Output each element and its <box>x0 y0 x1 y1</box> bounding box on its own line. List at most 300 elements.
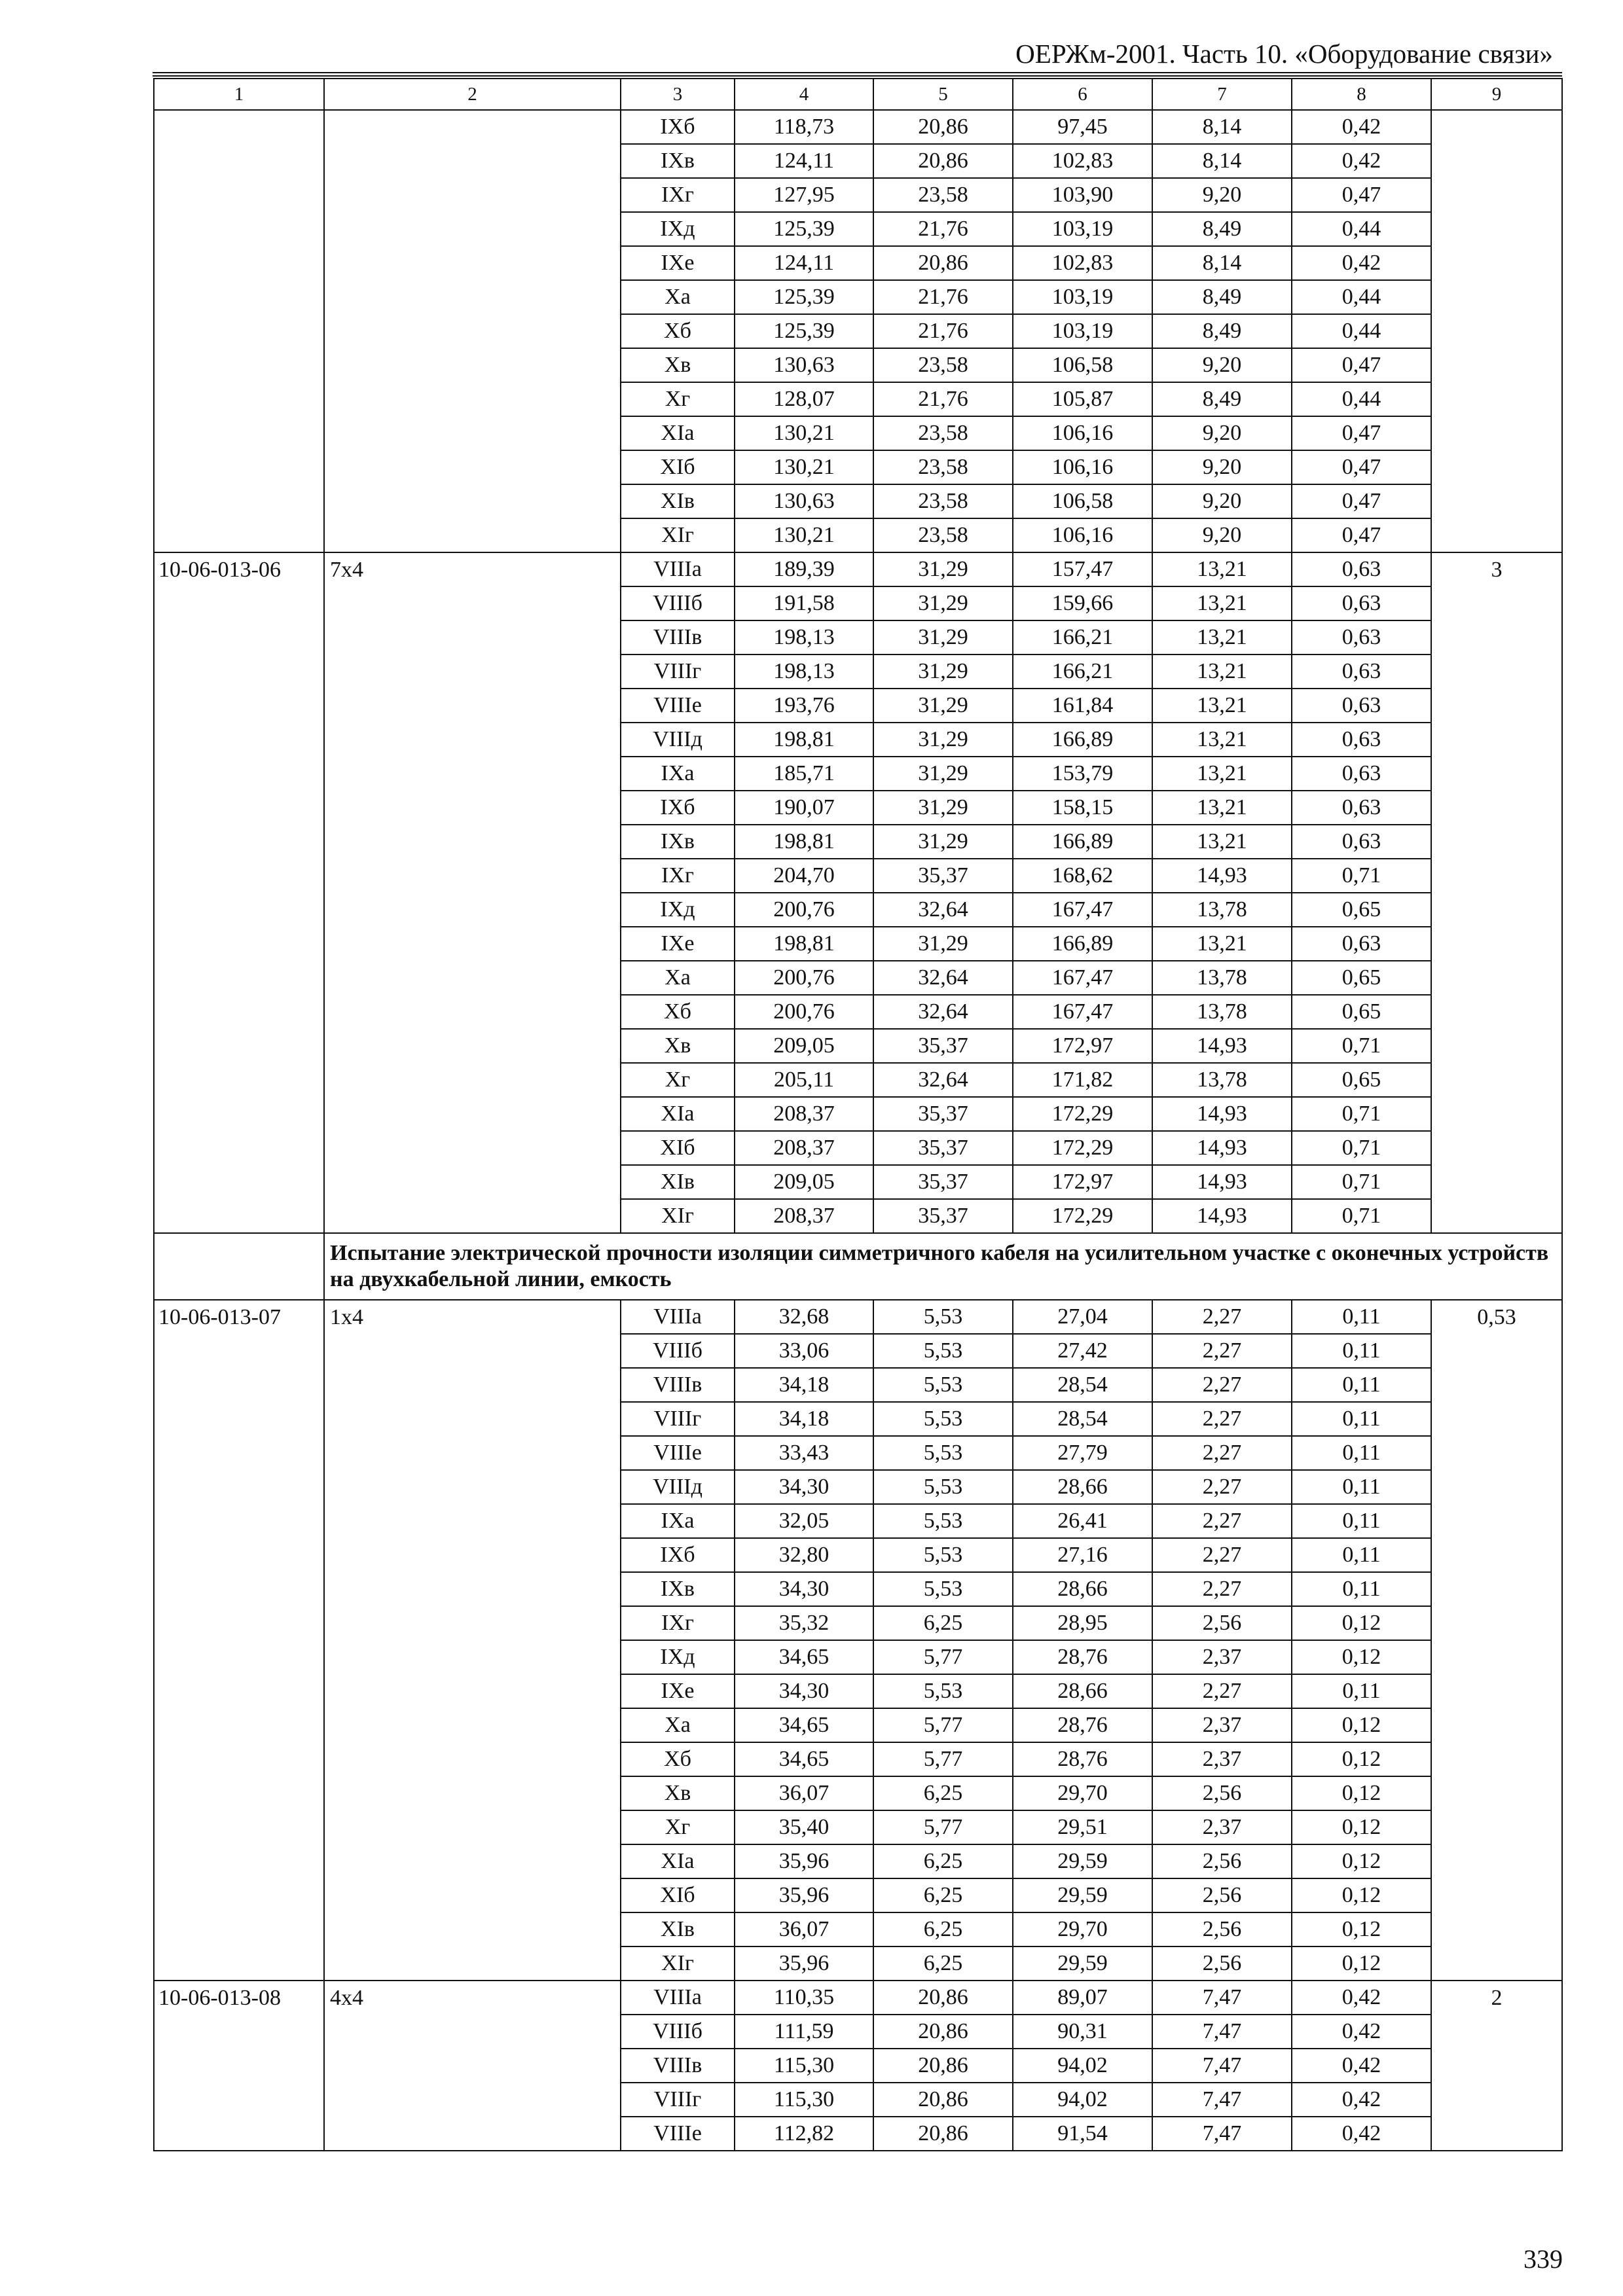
machinist-wage-cell: 13,21 <box>1152 689 1292 723</box>
zone-cell: IXа <box>621 1504 735 1538</box>
total-cost-cell: 198,81 <box>735 927 873 961</box>
materials-cost-cell: 0,12 <box>1292 1878 1431 1912</box>
materials-cost-cell: 0,44 <box>1292 280 1431 314</box>
machinist-wage-cell: 8,14 <box>1152 144 1292 178</box>
equipment-cost-cell: 106,16 <box>1013 416 1152 450</box>
materials-cost-cell: 0,71 <box>1292 1165 1431 1199</box>
zone-cell: XIа <box>621 1844 735 1878</box>
materials-cost-cell: 0,11 <box>1292 1402 1431 1436</box>
labor-cost-cell: 5,53 <box>873 1300 1013 1334</box>
machinist-wage-cell: 2,37 <box>1152 1640 1292 1674</box>
labor-cost-cell: 23,58 <box>873 518 1013 552</box>
labor-cost-cell: 31,29 <box>873 825 1013 859</box>
zone-cell: Xв <box>621 348 735 382</box>
equipment-cost-cell: 29,70 <box>1013 1776 1152 1810</box>
total-cost-cell: 33,06 <box>735 1334 873 1368</box>
labor-cost-cell: 21,76 <box>873 280 1013 314</box>
zone-cell: VIIIа <box>621 1300 735 1334</box>
materials-cost-cell: 0,65 <box>1292 995 1431 1029</box>
materials-cost-cell: 0,11 <box>1292 1436 1431 1470</box>
equipment-cost-cell: 171,82 <box>1013 1063 1152 1097</box>
zone-cell: Xб <box>621 1742 735 1776</box>
labor-cost-cell: 5,53 <box>873 1504 1013 1538</box>
machinist-wage-cell: 2,37 <box>1152 1742 1292 1776</box>
total-cost-cell: 208,37 <box>735 1199 873 1233</box>
machinist-wage-cell: 13,21 <box>1152 586 1292 620</box>
equipment-cost-cell: 167,47 <box>1013 995 1152 1029</box>
zone-cell: VIIIа <box>621 1981 735 2015</box>
materials-cost-cell: 0,12 <box>1292 1912 1431 1946</box>
zone-cell: Xг <box>621 1810 735 1844</box>
materials-cost-cell: 0,47 <box>1292 484 1431 518</box>
labor-cost-cell: 20,86 <box>873 110 1013 144</box>
labor-cost-cell: 21,76 <box>873 382 1013 416</box>
total-cost-cell: 130,63 <box>735 348 873 382</box>
page-number: 339 <box>1523 2244 1563 2274</box>
labor-cost-cell: 20,86 <box>873 2117 1013 2151</box>
machinist-wage-cell: 13,21 <box>1152 791 1292 825</box>
zone-cell: XIв <box>621 1165 735 1199</box>
labor-cost-cell: 20,86 <box>873 1981 1013 2015</box>
materials-cost-cell: 0,65 <box>1292 893 1431 927</box>
table-row <box>154 1300 1562 1334</box>
rates-table <box>153 78 1563 2151</box>
materials-cost-cell: 0,47 <box>1292 178 1431 212</box>
equipment-cost-cell: 103,19 <box>1013 280 1152 314</box>
machinist-wage-cell: 13,21 <box>1152 927 1292 961</box>
zone-cell: IXб <box>621 110 735 144</box>
column-number-cell: 9 <box>1431 79 1562 110</box>
equipment-cost-cell: 166,89 <box>1013 927 1152 961</box>
table-row <box>154 110 1562 144</box>
rate-code-cell: 10-06-013-08 <box>154 1981 324 2151</box>
equipment-cost-cell: 161,84 <box>1013 689 1152 723</box>
equipment-cost-cell: 103,90 <box>1013 178 1152 212</box>
machinist-wage-cell: 9,20 <box>1152 348 1292 382</box>
equipment-cost-cell: 172,97 <box>1013 1029 1152 1063</box>
header-rule <box>153 72 1562 73</box>
machinist-wage-cell: 13,21 <box>1152 723 1292 757</box>
zone-cell: Xа <box>621 280 735 314</box>
equipment-cost-cell: 28,54 <box>1013 1368 1152 1402</box>
machinist-wage-cell: 2,27 <box>1152 1572 1292 1606</box>
materials-cost-cell: 0,42 <box>1292 2117 1431 2151</box>
labor-cost-cell: 31,29 <box>873 655 1013 689</box>
labor-cost-cell: 6,25 <box>873 1878 1013 1912</box>
zone-cell: VIIIв <box>621 620 735 655</box>
cable-size-cell <box>324 110 621 552</box>
rate-code-cell: 10-06-013-07 <box>154 1300 324 1981</box>
zone-cell: VIIIг <box>621 655 735 689</box>
zone-cell: Xа <box>621 1708 735 1742</box>
equipment-cost-cell: 29,51 <box>1013 1810 1152 1844</box>
labor-cost-cell: 5,53 <box>873 1436 1013 1470</box>
machinist-wage-cell: 8,49 <box>1152 212 1292 246</box>
zone-cell: Xв <box>621 1029 735 1063</box>
total-cost-cell: 191,58 <box>735 586 873 620</box>
machinist-wage-cell: 7,47 <box>1152 2083 1292 2117</box>
machinist-wage-cell: 8,49 <box>1152 314 1292 348</box>
zone-cell: VIIIд <box>621 1470 735 1504</box>
labor-cost-cell: 23,58 <box>873 484 1013 518</box>
equipment-cost-cell: 89,07 <box>1013 1981 1152 2015</box>
total-cost-cell: 112,82 <box>735 2117 873 2151</box>
total-cost-cell: 200,76 <box>735 961 873 995</box>
equipment-cost-cell: 28,95 <box>1013 1606 1152 1640</box>
total-cost-cell: 130,63 <box>735 484 873 518</box>
zone-cell: IXд <box>621 1640 735 1674</box>
zone-cell: XIв <box>621 1912 735 1946</box>
machinist-wage-cell: 2,27 <box>1152 1368 1292 1402</box>
machinist-wage-cell: 9,20 <box>1152 518 1292 552</box>
machinist-wage-cell: 8,49 <box>1152 280 1292 314</box>
total-cost-cell: 111,59 <box>735 2015 873 2049</box>
labor-cost-cell: 35,37 <box>873 1097 1013 1131</box>
equipment-cost-cell: 172,97 <box>1013 1165 1152 1199</box>
total-cost-cell: 209,05 <box>735 1165 873 1199</box>
machinist-wage-cell: 2,27 <box>1152 1300 1292 1334</box>
total-cost-cell: 34,18 <box>735 1368 873 1402</box>
materials-cost-cell: 0,63 <box>1292 927 1431 961</box>
zone-cell: XIв <box>621 484 735 518</box>
total-cost-cell: 125,39 <box>735 280 873 314</box>
zone-cell: XIг <box>621 518 735 552</box>
labor-cost-cell: 20,86 <box>873 246 1013 280</box>
equipment-cost-cell: 91,54 <box>1013 2117 1152 2151</box>
section-row <box>154 1233 1562 1300</box>
table-row <box>154 552 1562 586</box>
zone-cell: XIа <box>621 1097 735 1131</box>
equipment-cost-cell: 153,79 <box>1013 757 1152 791</box>
total-cost-cell: 208,37 <box>735 1097 873 1131</box>
machinist-wage-cell: 9,20 <box>1152 178 1292 212</box>
labor-cost-cell: 5,53 <box>873 1674 1013 1708</box>
materials-cost-cell: 0,12 <box>1292 1844 1431 1878</box>
materials-cost-cell: 0,71 <box>1292 1131 1431 1165</box>
total-cost-cell: 209,05 <box>735 1029 873 1063</box>
total-cost-cell: 208,37 <box>735 1131 873 1165</box>
machinist-wage-cell: 14,93 <box>1152 1029 1292 1063</box>
zone-cell: IXг <box>621 1606 735 1640</box>
labor-hours-cell: 2 <box>1431 1981 1562 2151</box>
labor-cost-cell: 5,77 <box>873 1708 1013 1742</box>
zone-cell: VIIIв <box>621 2049 735 2083</box>
labor-cost-cell: 20,86 <box>873 2049 1013 2083</box>
materials-cost-cell: 0,47 <box>1292 518 1431 552</box>
labor-cost-cell: 31,29 <box>873 552 1013 586</box>
zone-cell: XIб <box>621 450 735 484</box>
zone-cell: VIIIб <box>621 586 735 620</box>
total-cost-cell: 34,18 <box>735 1402 873 1436</box>
zone-cell: VIIIд <box>621 723 735 757</box>
labor-cost-cell: 21,76 <box>873 314 1013 348</box>
materials-cost-cell: 0,44 <box>1292 314 1431 348</box>
labor-cost-cell: 35,37 <box>873 1199 1013 1233</box>
labor-cost-cell: 31,29 <box>873 586 1013 620</box>
cable-size-cell: 4x4 <box>324 1981 621 2151</box>
equipment-cost-cell: 27,16 <box>1013 1538 1152 1572</box>
equipment-cost-cell: 28,66 <box>1013 1572 1152 1606</box>
column-number-cell: 2 <box>324 79 621 110</box>
column-number-cell: 5 <box>873 79 1013 110</box>
equipment-cost-cell: 159,66 <box>1013 586 1152 620</box>
running-header: ОЕРЖм-2001. Часть 10. «Оборудование связи» <box>1015 39 1553 69</box>
total-cost-cell: 115,30 <box>735 2083 873 2117</box>
labor-cost-cell: 5,53 <box>873 1470 1013 1504</box>
total-cost-cell: 130,21 <box>735 450 873 484</box>
total-cost-cell: 36,07 <box>735 1912 873 1946</box>
materials-cost-cell: 0,44 <box>1292 382 1431 416</box>
equipment-cost-cell: 29,70 <box>1013 1912 1152 1946</box>
machinist-wage-cell: 7,47 <box>1152 1981 1292 2015</box>
labor-cost-cell: 5,77 <box>873 1810 1013 1844</box>
equipment-cost-cell: 28,66 <box>1013 1470 1152 1504</box>
zone-cell: XIа <box>621 416 735 450</box>
equipment-cost-cell: 28,76 <box>1013 1640 1152 1674</box>
labor-hours-cell: 0,53 <box>1431 1300 1562 1981</box>
materials-cost-cell: 0,42 <box>1292 246 1431 280</box>
total-cost-cell: 204,70 <box>735 859 873 893</box>
labor-cost-cell: 32,64 <box>873 893 1013 927</box>
labor-cost-cell: 5,77 <box>873 1742 1013 1776</box>
materials-cost-cell: 0,63 <box>1292 791 1431 825</box>
materials-cost-cell: 0,42 <box>1292 2083 1431 2117</box>
labor-cost-cell: 6,25 <box>873 1912 1013 1946</box>
equipment-cost-cell: 168,62 <box>1013 859 1152 893</box>
equipment-cost-cell: 172,29 <box>1013 1097 1152 1131</box>
labor-cost-cell: 35,37 <box>873 1165 1013 1199</box>
materials-cost-cell: 0,71 <box>1292 859 1431 893</box>
materials-cost-cell: 0,63 <box>1292 757 1431 791</box>
total-cost-cell: 124,11 <box>735 144 873 178</box>
machinist-wage-cell: 13,21 <box>1152 620 1292 655</box>
machinist-wage-cell: 2,27 <box>1152 1538 1292 1572</box>
column-number-cell: 1 <box>154 79 324 110</box>
machinist-wage-cell: 7,47 <box>1152 2117 1292 2151</box>
zone-cell: IXд <box>621 212 735 246</box>
equipment-cost-cell: 106,16 <box>1013 450 1152 484</box>
labor-cost-cell: 35,37 <box>873 859 1013 893</box>
machinist-wage-cell: 2,27 <box>1152 1504 1292 1538</box>
labor-cost-cell: 5,53 <box>873 1334 1013 1368</box>
total-cost-cell: 36,07 <box>735 1776 873 1810</box>
total-cost-cell: 34,65 <box>735 1742 873 1776</box>
zone-cell: XIг <box>621 1946 735 1981</box>
equipment-cost-cell: 28,66 <box>1013 1674 1152 1708</box>
labor-cost-cell: 32,64 <box>873 995 1013 1029</box>
equipment-cost-cell: 166,89 <box>1013 825 1152 859</box>
total-cost-cell: 125,39 <box>735 212 873 246</box>
materials-cost-cell: 0,63 <box>1292 655 1431 689</box>
zone-cell: Xб <box>621 314 735 348</box>
zone-cell: VIIIб <box>621 2015 735 2049</box>
cable-size-cell: 1x4 <box>324 1300 621 1981</box>
zone-cell: IXг <box>621 178 735 212</box>
machinist-wage-cell: 14,93 <box>1152 1097 1292 1131</box>
section-title: Испытание электрической прочности изоляции симметричного кабеля на усилительном участке с оконечных устройств на двухкабельной линии, емкость <box>324 1233 1562 1300</box>
equipment-cost-cell: 103,19 <box>1013 212 1152 246</box>
machinist-wage-cell: 9,20 <box>1152 484 1292 518</box>
machinist-wage-cell: 13,21 <box>1152 552 1292 586</box>
zone-cell: VIIIг <box>621 1402 735 1436</box>
equipment-cost-cell: 105,87 <box>1013 382 1152 416</box>
equipment-cost-cell: 166,21 <box>1013 620 1152 655</box>
total-cost-cell: 198,13 <box>735 620 873 655</box>
column-number-row <box>154 79 1562 110</box>
zone-cell: IXа <box>621 757 735 791</box>
total-cost-cell: 35,40 <box>735 1810 873 1844</box>
machinist-wage-cell: 13,21 <box>1152 825 1292 859</box>
machinist-wage-cell: 2,56 <box>1152 1844 1292 1878</box>
materials-cost-cell: 0,42 <box>1292 110 1431 144</box>
materials-cost-cell: 0,42 <box>1292 2049 1431 2083</box>
equipment-cost-cell: 28,76 <box>1013 1708 1152 1742</box>
materials-cost-cell: 0,71 <box>1292 1029 1431 1063</box>
machinist-wage-cell: 13,78 <box>1152 961 1292 995</box>
equipment-cost-cell: 167,47 <box>1013 893 1152 927</box>
total-cost-cell: 185,71 <box>735 757 873 791</box>
labor-hours-cell <box>1431 110 1562 552</box>
total-cost-cell: 35,96 <box>735 1844 873 1878</box>
total-cost-cell: 125,39 <box>735 314 873 348</box>
labor-cost-cell: 6,25 <box>873 1946 1013 1981</box>
total-cost-cell: 200,76 <box>735 893 873 927</box>
materials-cost-cell: 0,63 <box>1292 620 1431 655</box>
labor-cost-cell: 21,76 <box>873 212 1013 246</box>
cable-size-cell: 7x4 <box>324 552 621 1233</box>
machinist-wage-cell: 2,37 <box>1152 1708 1292 1742</box>
labor-cost-cell: 6,25 <box>873 1844 1013 1878</box>
total-cost-cell: 110,35 <box>735 1981 873 2015</box>
labor-hours-cell: 3 <box>1431 552 1562 1233</box>
equipment-cost-cell: 158,15 <box>1013 791 1152 825</box>
equipment-cost-cell: 172,29 <box>1013 1199 1152 1233</box>
materials-cost-cell: 0,71 <box>1292 1199 1431 1233</box>
total-cost-cell: 35,96 <box>735 1878 873 1912</box>
materials-cost-cell: 0,63 <box>1292 552 1431 586</box>
materials-cost-cell: 0,12 <box>1292 1742 1431 1776</box>
machinist-wage-cell: 2,56 <box>1152 1878 1292 1912</box>
equipment-cost-cell: 106,16 <box>1013 518 1152 552</box>
zone-cell: IXв <box>621 1572 735 1606</box>
equipment-cost-cell: 29,59 <box>1013 1844 1152 1878</box>
materials-cost-cell: 0,11 <box>1292 1538 1431 1572</box>
total-cost-cell: 193,76 <box>735 689 873 723</box>
machinist-wage-cell: 13,78 <box>1152 995 1292 1029</box>
materials-cost-cell: 0,12 <box>1292 1708 1431 1742</box>
materials-cost-cell: 0,11 <box>1292 1674 1431 1708</box>
section-empty-cell <box>154 1233 324 1300</box>
total-cost-cell: 34,30 <box>735 1572 873 1606</box>
machinist-wage-cell: 14,93 <box>1152 1165 1292 1199</box>
labor-cost-cell: 5,77 <box>873 1640 1013 1674</box>
zone-cell: IXе <box>621 927 735 961</box>
equipment-cost-cell: 172,29 <box>1013 1131 1152 1165</box>
total-cost-cell: 127,95 <box>735 178 873 212</box>
machinist-wage-cell: 8,14 <box>1152 110 1292 144</box>
labor-cost-cell: 23,58 <box>873 450 1013 484</box>
equipment-cost-cell: 166,21 <box>1013 655 1152 689</box>
equipment-cost-cell: 29,59 <box>1013 1878 1152 1912</box>
equipment-cost-cell: 27,04 <box>1013 1300 1152 1334</box>
materials-cost-cell: 0,12 <box>1292 1776 1431 1810</box>
total-cost-cell: 34,30 <box>735 1674 873 1708</box>
machinist-wage-cell: 7,47 <box>1152 2049 1292 2083</box>
zone-cell: Xг <box>621 1063 735 1097</box>
total-cost-cell: 200,76 <box>735 995 873 1029</box>
materials-cost-cell: 0,11 <box>1292 1368 1431 1402</box>
materials-cost-cell: 0,71 <box>1292 1097 1431 1131</box>
equipment-cost-cell: 26,41 <box>1013 1504 1152 1538</box>
materials-cost-cell: 0,63 <box>1292 825 1431 859</box>
labor-cost-cell: 5,53 <box>873 1402 1013 1436</box>
materials-cost-cell: 0,65 <box>1292 1063 1431 1097</box>
labor-cost-cell: 5,53 <box>873 1538 1013 1572</box>
equipment-cost-cell: 103,19 <box>1013 314 1152 348</box>
labor-cost-cell: 20,86 <box>873 2083 1013 2117</box>
zone-cell: VIIIа <box>621 552 735 586</box>
materials-cost-cell: 0,11 <box>1292 1300 1431 1334</box>
column-number-cell: 8 <box>1292 79 1431 110</box>
total-cost-cell: 32,05 <box>735 1504 873 1538</box>
machinist-wage-cell: 2,27 <box>1152 1402 1292 1436</box>
equipment-cost-cell: 106,58 <box>1013 348 1152 382</box>
labor-cost-cell: 32,64 <box>873 1063 1013 1097</box>
zone-cell: VIIIв <box>621 1368 735 1402</box>
equipment-cost-cell: 94,02 <box>1013 2049 1152 2083</box>
labor-cost-cell: 31,29 <box>873 927 1013 961</box>
materials-cost-cell: 0,11 <box>1292 1334 1431 1368</box>
column-number-cell: 7 <box>1152 79 1292 110</box>
labor-cost-cell: 31,29 <box>873 757 1013 791</box>
equipment-cost-cell: 94,02 <box>1013 2083 1152 2117</box>
equipment-cost-cell: 97,45 <box>1013 110 1152 144</box>
zone-cell: IXв <box>621 825 735 859</box>
machinist-wage-cell: 2,27 <box>1152 1334 1292 1368</box>
labor-cost-cell: 23,58 <box>873 348 1013 382</box>
equipment-cost-cell: 27,79 <box>1013 1436 1152 1470</box>
materials-cost-cell: 0,47 <box>1292 450 1431 484</box>
materials-cost-cell: 0,11 <box>1292 1572 1431 1606</box>
equipment-cost-cell: 28,54 <box>1013 1402 1152 1436</box>
equipment-cost-cell: 90,31 <box>1013 2015 1152 2049</box>
equipment-cost-cell: 27,42 <box>1013 1334 1152 1368</box>
equipment-cost-cell: 167,47 <box>1013 961 1152 995</box>
equipment-cost-cell: 157,47 <box>1013 552 1152 586</box>
materials-cost-cell: 0,12 <box>1292 1640 1431 1674</box>
labor-cost-cell: 6,25 <box>873 1606 1013 1640</box>
zone-cell: IXе <box>621 1674 735 1708</box>
machinist-wage-cell: 13,21 <box>1152 757 1292 791</box>
machinist-wage-cell: 14,93 <box>1152 1131 1292 1165</box>
labor-cost-cell: 23,58 <box>873 178 1013 212</box>
machinist-wage-cell: 7,47 <box>1152 2015 1292 2049</box>
header-rule <box>153 75 1562 77</box>
labor-cost-cell: 5,53 <box>873 1572 1013 1606</box>
labor-cost-cell: 35,37 <box>873 1029 1013 1063</box>
materials-cost-cell: 0,11 <box>1292 1470 1431 1504</box>
labor-cost-cell: 31,29 <box>873 689 1013 723</box>
zone-cell: VIIIе <box>621 2117 735 2151</box>
labor-cost-cell: 20,86 <box>873 144 1013 178</box>
zone-cell: VIIIб <box>621 1334 735 1368</box>
machinist-wage-cell: 2,56 <box>1152 1946 1292 1981</box>
zone-cell: VIIIе <box>621 689 735 723</box>
labor-cost-cell: 31,29 <box>873 791 1013 825</box>
zone-cell: IXд <box>621 893 735 927</box>
column-number-cell: 3 <box>621 79 735 110</box>
materials-cost-cell: 0,12 <box>1292 1606 1431 1640</box>
